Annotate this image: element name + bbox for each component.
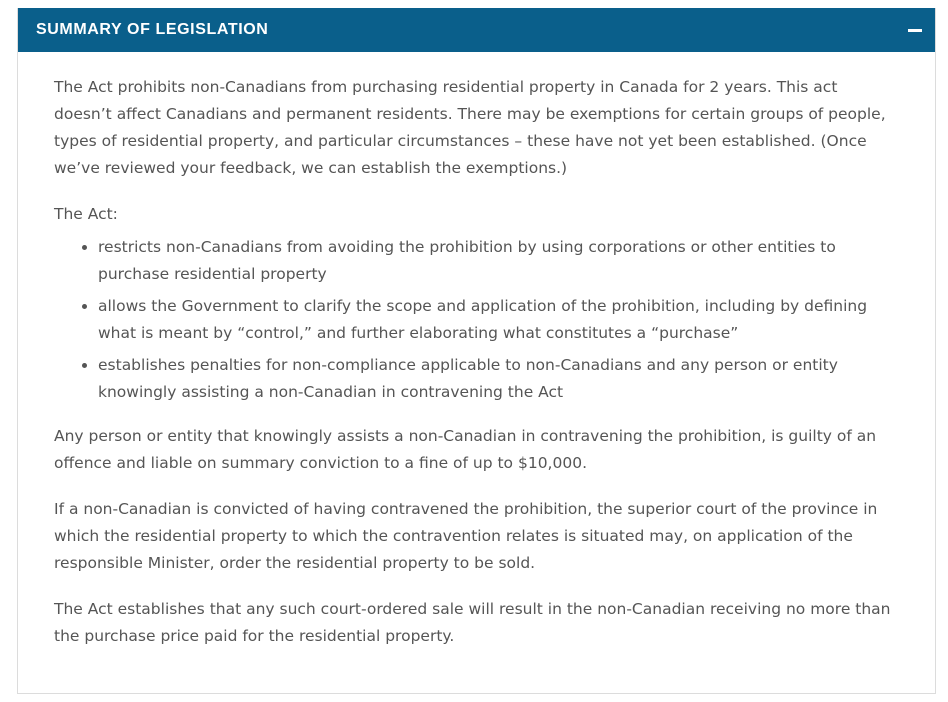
accordion-header[interactable]	[18, 8, 935, 52]
intro-paragraph: The Act prohibits non-Canadians from purchasing residential property in Canada for 2 years. This act doesn’t affect Canadians and permanent residents. There may be exemptions for certain groups of people, types of residential property, and particular circumstances – these have not yet been established. (Once we’ve reviewed your feedback, we can establish the exemptions.)	[54, 78, 886, 177]
penalty-paragraph: Any person or entity that knowingly assists a non-Canadian in contravening the prohibition, is guilty of an offence and liable on summary conviction to a fine of up to $10,000.	[54, 427, 877, 472]
legislation-accordion	[17, 8, 936, 694]
act-provisions-list	[54, 234, 899, 406]
sale-paragraph: The Act establishes that any such court-ordered sale will result in the non-Canadian receiving no more than the purchase price paid for the residential property.	[54, 600, 891, 645]
act-intro-label: The Act:	[54, 205, 118, 223]
list-item: • establishes penalties for non-compliance applicable to non-Canadians and any person or entity knowingly assisting a non-Canadian in contravening the Act	[98, 352, 899, 406]
list-item: • restricts non-Canadians from avoiding the prohibition by using corporations or other entities to purchase residential property	[98, 234, 899, 288]
accordion-body	[18, 52, 935, 650]
minus-icon[interactable]	[907, 22, 923, 38]
list-item: • allows the Government to clarify the scope and application of the prohibition, including by defining what is meant by “control,” and further elaborating what constitutes a “purchase”	[98, 293, 899, 347]
court-order-paragraph: If a non-Canadian is convicted of having contravened the prohibition, the superior court of the province in which the residential property to which the contravention relates is situated may, on application of the responsible Minister, order the residential property to be sold.	[54, 500, 878, 572]
section-title: SUMMARY OF LEGISLATION	[36, 21, 269, 38]
